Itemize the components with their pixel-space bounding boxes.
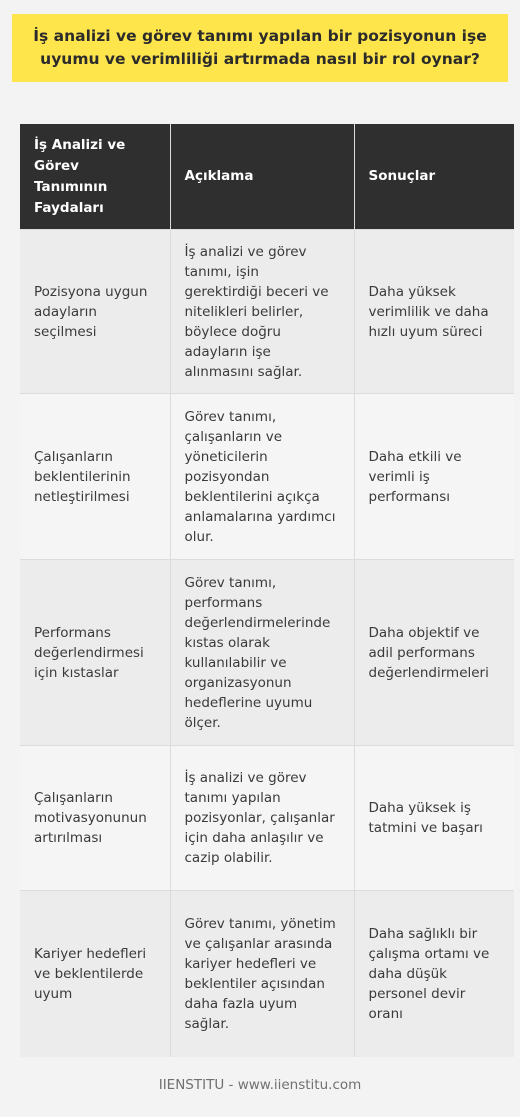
- cell-benefit: Kariyer hedefleri ve beklentilerde uyum: [20, 891, 170, 1057]
- cell-benefit: Performans değerlendirmesi için kıstaslar: [20, 560, 170, 746]
- cell-description: İş analizi ve görev tanımı, işin gerektirdiği beceri ve nitelikleri belirler, böylece doğru adayların işe alınmasını sağlar.: [170, 230, 354, 394]
- cell-result: Daha etkili ve verimli iş performansı: [354, 394, 514, 560]
- benefits-table: [20, 124, 514, 1057]
- table-header-row: [20, 124, 514, 230]
- page-title: İş analizi ve görev tanımı yapılan bir pozisyonun işe uyumu ve verimliliği artırmada nasıl bir rol oynar?: [33, 27, 487, 68]
- footer-credit: IIENSTITU - www.iienstitu.com: [158, 1077, 362, 1093]
- table-row: [20, 746, 514, 891]
- header-results: Sonuçlar: [354, 124, 514, 230]
- title-banner: [12, 14, 508, 82]
- cell-result: Daha yüksek iş tatmini ve başarı: [354, 746, 514, 891]
- table-row: [20, 394, 514, 560]
- header-description: Açıklama: [170, 124, 354, 230]
- cell-description: Görev tanımı, yönetim ve çalışanlar arasında kariyer hedefleri ve beklentiler açısından daha fazla uyum sağlar.: [170, 891, 354, 1057]
- table-row: [20, 560, 514, 746]
- cell-benefit: Çalışanların beklentilerinin netleştirilmesi: [20, 394, 170, 560]
- cell-description: Görev tanımı, performans değerlendirmelerinde kıstas olarak kullanılabilir ve organizasyonun hedeflerine uyumu ölçer.: [170, 560, 354, 746]
- cell-benefit: Çalışanların motivasyonunun artırılması: [20, 746, 170, 891]
- cell-benefit: Pozisyona uygun adayların seçilmesi: [20, 230, 170, 394]
- cell-result: Daha sağlıklı bir çalışma ortamı ve daha düşük personel devir oranı: [354, 891, 514, 1057]
- header-benefits: İş Analizi ve Görev Tanımının Faydaları: [20, 124, 170, 230]
- table-row: [20, 891, 514, 1057]
- cell-description: İş analizi ve görev tanımı yapılan pozisyonlar, çalışanlar için daha anlaşılır ve cazip olabilir.: [170, 746, 354, 891]
- cell-description: Görev tanımı, çalışanların ve yöneticilerin pozisyondan beklentilerini açıkça anlamalarına yardımcı olur.: [170, 394, 354, 560]
- cell-result: Daha objektif ve adil performans değerlendirmeleri: [354, 560, 514, 746]
- cell-result: Daha yüksek verimlilik ve daha hızlı uyum süreci: [354, 230, 514, 394]
- table-row: [20, 230, 514, 394]
